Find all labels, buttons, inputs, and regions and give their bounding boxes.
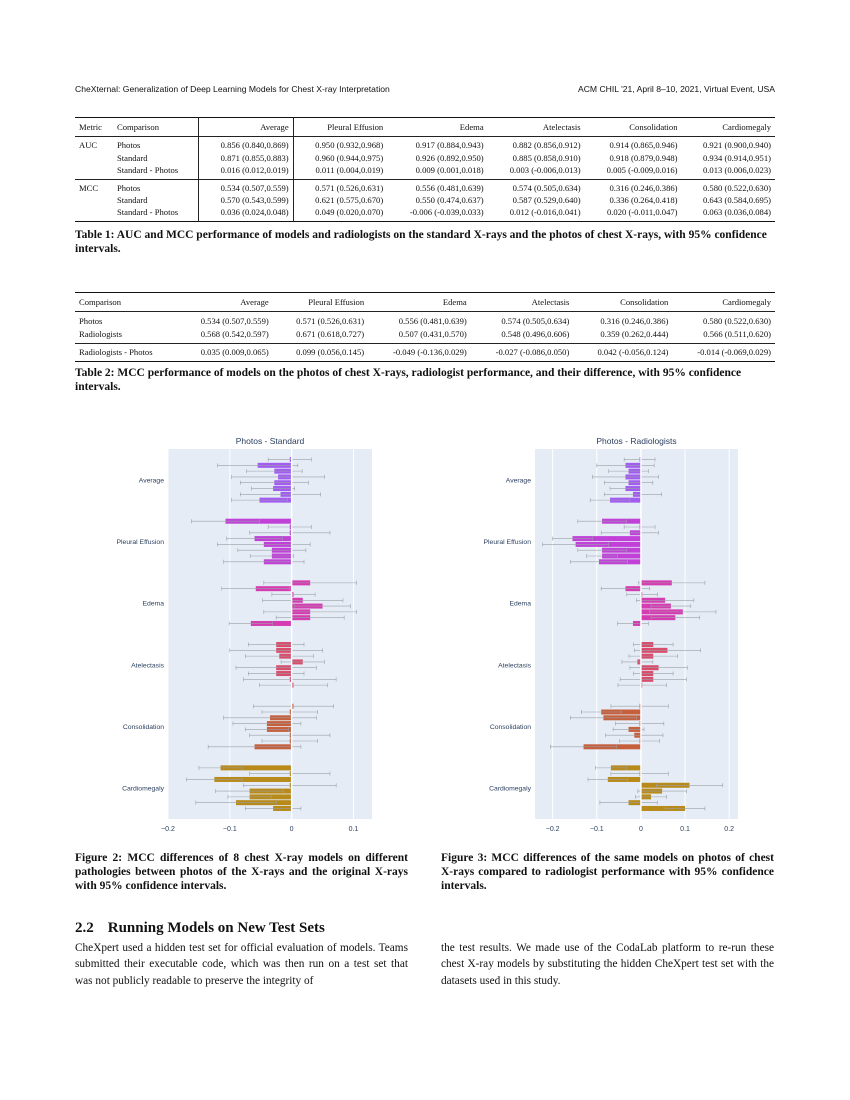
table-cell: Radiologists (79, 328, 122, 339)
table-row (75, 137, 775, 152)
chart-title: Photos - Radiologists (596, 436, 677, 446)
table-row (75, 179, 775, 194)
table-row (75, 194, 775, 206)
table-cell: 0.926 (0.892,0.950) (415, 152, 484, 163)
body-paragraph-left: CheXpert used a hidden test set for official evaluation of models. Teams submitted their executable code, which was then run on a test set that was not publicly readable to preserve the integrity of (75, 942, 408, 987)
table-cell: 0.570 (0.543,0.599) (199, 194, 294, 206)
table-cell: 0.950 (0.932,0.968) (293, 137, 387, 152)
table-cell: 0.568 (0.542,0.597) (200, 328, 269, 339)
table-cell: 0.507 (0.431,0.570) (398, 328, 467, 339)
table-cell: 0.587 (0.529,0.640) (512, 195, 581, 206)
table-cell: 0.885 (0.858,0.910) (512, 152, 581, 163)
chart-title: Photos - Standard (235, 436, 305, 446)
y-category-label: Average (138, 477, 164, 485)
table-cell: 0.049 (0.020,0.070) (293, 206, 387, 221)
running-header-title: CheXternal: Generalization of Deep Learning Models for Chest X-ray Interpretation (75, 84, 390, 94)
table-2-caption: Table 2: MCC performance of models on the photos of chest X-rays, radiologist performance, and their difference, with 95% confidence intervals. (75, 367, 742, 393)
table-1 (75, 117, 775, 222)
table-cell (75, 164, 113, 179)
table-cell: 0.003 (-0.006,0.013) (509, 165, 581, 176)
plot-background (168, 449, 372, 819)
table-cell: Standard - Photos (116, 165, 179, 176)
table-cell (75, 152, 113, 164)
t1-header-atelectasis: Atelectasis (488, 118, 585, 137)
section-number: 2.2 (75, 920, 94, 936)
table-cell: 0.009 (0.001,0.018) (415, 165, 484, 176)
t2-header-atelectasis: Atelectasis (471, 293, 574, 312)
table-row (75, 206, 775, 221)
table-cell: 0.548 (0.496,0.606) (501, 328, 570, 339)
x-tick-label: 0 (638, 826, 643, 833)
t1-header-average: Average (199, 118, 294, 137)
table-cell: 0.359 (0.262,0.444) (600, 328, 669, 339)
y-category-label: Consolidation (122, 724, 164, 731)
x-tick-label: −0.1 (222, 826, 237, 833)
table-cell: Standard - Photos (116, 207, 179, 218)
table-cell: -0.006 (-0.039,0.033) (409, 207, 484, 218)
table-cell: 0.882 (0.856,0.912) (512, 140, 581, 151)
table-cell: Photos (113, 179, 199, 194)
figure-3-caption: Figure 3: MCC differences of the same models on photos of chest X-rays compared to radiologist performance with 95% confidence intervals. (441, 852, 774, 892)
x-tick-label: −0.2 (545, 826, 560, 833)
table-cell: 0.571 (0.526,0.631) (293, 179, 387, 194)
table-cell (75, 194, 113, 206)
table-cell: 0.042 (-0.056,0.124) (573, 344, 672, 361)
figure-3-chart (441, 433, 775, 833)
table-2-header-row (75, 293, 775, 312)
t1-header-comparison: Comparison (113, 118, 199, 137)
t2-header-cardiomegaly: Cardiomegaly (672, 293, 775, 312)
table-cell: 0.934 (0.914,0.951) (702, 152, 771, 163)
table-cell: AUC (79, 140, 98, 151)
table-cell: 0.336 (0.264,0.418) (609, 195, 678, 206)
table-cell: 0.580 (0.522,0.630) (682, 179, 775, 194)
table-cell: 0.556 (0.481,0.639) (398, 316, 467, 327)
section-title: Running Models on New Test Sets (107, 920, 325, 936)
y-category-label: Cardiomegaly (489, 785, 531, 793)
table-cell: 0.671 (0.618,0.727) (296, 328, 365, 339)
table-cell: 0.917 (0.884,0.943) (415, 140, 484, 151)
table-cell: 0.871 (0.855,0.883) (199, 152, 294, 164)
y-category-label: Cardiomegaly (122, 785, 164, 793)
x-tick-label: 0.2 (724, 826, 735, 833)
y-category-label: Atelectasis (498, 662, 531, 670)
t2-header-comparison: Comparison (75, 293, 177, 312)
y-category-label: Pleural Effusion (483, 539, 531, 546)
table-cell: 0.918 (0.879,0.948) (609, 152, 678, 163)
table-cell: -0.014 (-0.069,0.029) (672, 344, 775, 361)
t1-header-edema: Edema (387, 118, 487, 137)
x-tick-label: −0.1 (589, 826, 604, 833)
table-row (75, 164, 775, 179)
table-cell: 0.556 (0.481,0.639) (387, 179, 487, 194)
table-cell: 0.960 (0.944,0.975) (293, 152, 387, 164)
x-tick-label: 0.1 (680, 826, 690, 833)
table-cell: -0.049 (-0.136,0.029) (368, 344, 471, 361)
t1-header-pleural-effusion: Pleural Effusion (293, 118, 387, 137)
table-1-header-row (75, 118, 775, 137)
y-category-label: Atelectasis (131, 662, 164, 670)
table-cell: 0.566 (0.511,0.620) (703, 328, 771, 339)
table-cell: 0.574 (0.505,0.634) (501, 316, 570, 327)
table-cell: 0.036 (0.024,0.048) (199, 206, 294, 221)
table-cell: 0.643 (0.584,0.695) (702, 195, 771, 206)
table-cell: Standard (116, 195, 148, 206)
x-tick-label: 0.1 (348, 826, 359, 833)
t1-header-consolidation: Consolidation (585, 118, 682, 137)
t1-header-metric: Metric (75, 118, 113, 137)
table-cell: Photos (116, 140, 141, 151)
table-cell: 0.012 (-0.016,0.041) (509, 207, 581, 218)
t2-header-average: Average (177, 293, 272, 312)
table-cell: 0.013 (0.006,0.023) (702, 165, 771, 176)
table-cell: 0.534 (0.507,0.559) (200, 316, 269, 327)
t2-header-consolidation: Consolidation (573, 293, 672, 312)
section-heading (75, 920, 339, 937)
table-cell: 0.534 (0.507,0.559) (199, 179, 294, 194)
y-category-label: Consolidation (489, 724, 531, 731)
table-cell: Photos (79, 316, 103, 327)
y-category-label: Edema (509, 600, 531, 608)
x-tick-label: −0.2 (161, 826, 175, 833)
y-category-label: Average (505, 477, 531, 485)
table-2 (75, 292, 775, 362)
table-cell: MCC (75, 179, 113, 194)
table-row (75, 328, 775, 344)
body-paragraph-right: the test results. We made use of the CodaLab platform to re-run these chest X-ray models by substituting the hidden CheXpert test set with the datasets used in this study. (441, 942, 774, 987)
t2-header-edema: Edema (368, 293, 471, 312)
table-cell: 0.580 (0.522,0.630) (702, 316, 771, 327)
t2-header-pleural-effusion: Pleural Effusion (273, 293, 368, 312)
table-row (75, 152, 775, 164)
figure-2-chart (75, 433, 408, 833)
table-cell: 0.016 (0.012,0.019) (199, 164, 294, 179)
table-cell: 0.856 (0.840,0.869) (199, 137, 294, 152)
table-cell: Radiologists - Photos (75, 344, 177, 361)
table-cell: 0.914 (0.865,0.946) (609, 140, 678, 151)
y-category-label: Pleural Effusion (116, 539, 164, 546)
table-cell: 0.621 (0.575,0.670) (293, 194, 387, 206)
x-tick-label: 0 (289, 826, 294, 833)
table-cell (75, 206, 113, 221)
table-cell: 0.063 (0.036,0.084) (702, 207, 771, 218)
t1-header-cardiomegaly: Cardiomegaly (682, 118, 775, 137)
table-cell: 0.011 (0.004,0.019) (293, 164, 387, 179)
table-cell: Standard (116, 152, 148, 163)
table-cell: 0.921 (0.900,0.940) (702, 140, 771, 151)
running-header-venue: ACM CHIL '21, April 8–10, 2021, Virtual Event, USA (577, 84, 775, 94)
table-cell: 0.571 (0.526,0.631) (296, 316, 365, 327)
table-row (75, 344, 775, 361)
table-cell: 0.099 (0.056,0.145) (273, 344, 368, 361)
plot-background (535, 449, 738, 819)
figure-2-caption: Figure 2: MCC differences of 8 chest X-ray models on different pathologies between photos of the X-rays and the original X-rays with 95% confidence intervals. (75, 852, 408, 892)
table-cell: 0.035 (0.009,0.065) (177, 344, 272, 361)
table-cell: 0.316 (0.246,0.386) (600, 316, 669, 327)
table-cell: 0.550 (0.474,0.637) (415, 195, 484, 206)
y-category-label: Edema (142, 600, 164, 608)
table-cell: 0.020 (-0.011,0.047) (606, 207, 678, 218)
table-cell: 0.005 (-0.009,0.016) (606, 165, 678, 176)
table-1-caption: Table 1: AUC and MCC performance of models and radiologists on the standard X-rays and the photos of chest X-rays, with 95% confidence intervals. (75, 229, 767, 255)
table-row (75, 312, 775, 328)
table-cell: -0.027 (-0.086,0.050) (471, 344, 574, 361)
table-cell: 0.316 (0.246,0.386) (585, 179, 682, 194)
table-cell: 0.574 (0.505,0.634) (488, 179, 585, 194)
